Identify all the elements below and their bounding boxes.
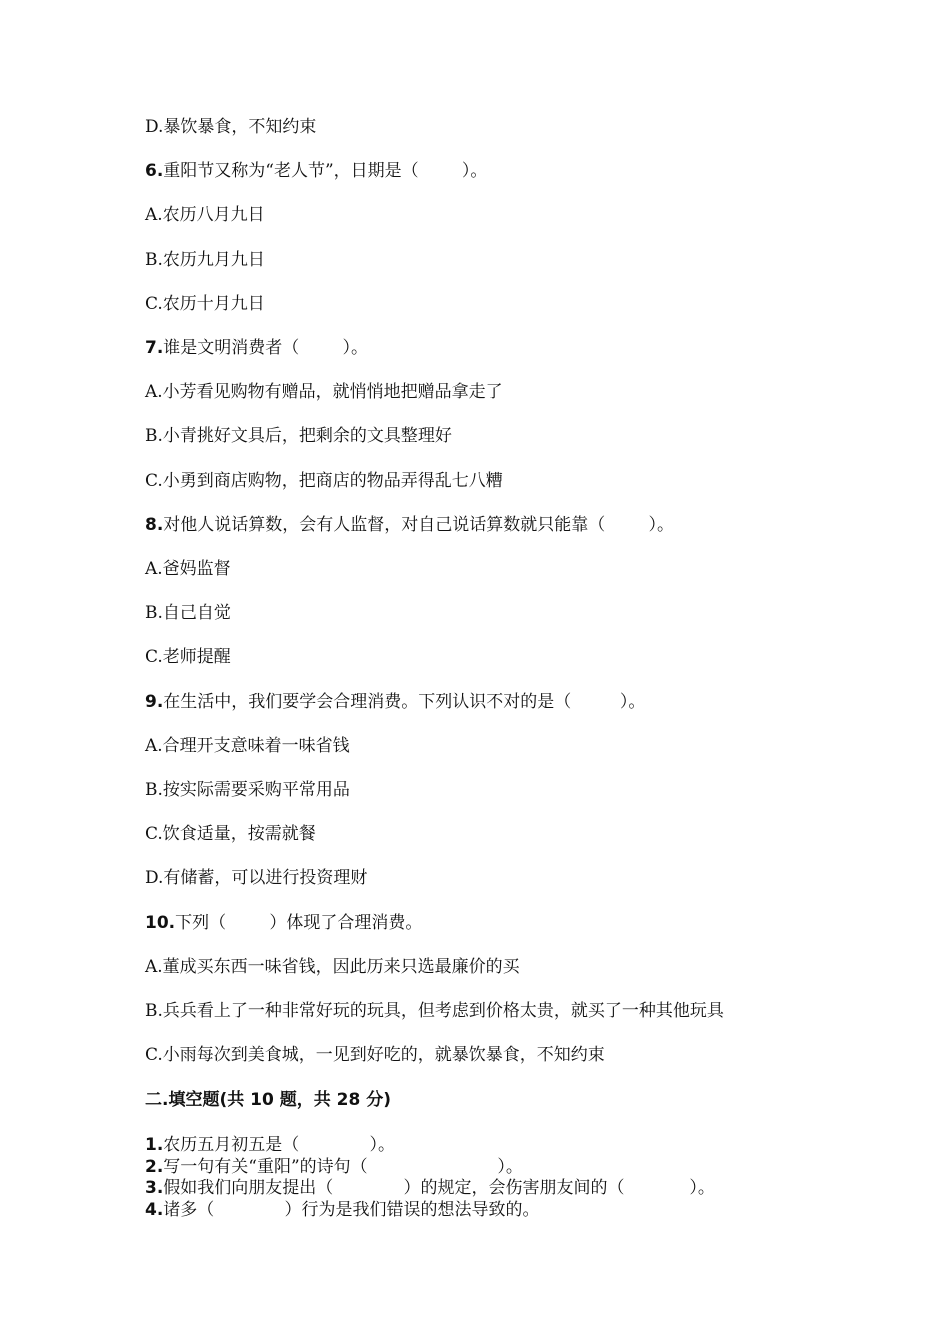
question-9-option-a: A.合理开支意味着一味省钱 xyxy=(145,736,350,756)
question-number: 7. xyxy=(145,338,164,358)
question-number: 6. xyxy=(145,161,164,181)
question-10-option-a: A.董成买东西一味省钱，因此历来只选最廉价的买 xyxy=(145,957,520,977)
question-7-option-c: C.小勇到商店购物，把商店的物品弄得乱七八糟 xyxy=(145,471,503,491)
question-7-option-a: A.小芳看见购物有赠品，就悄悄地把赠品拿走了 xyxy=(145,382,503,402)
question-number: 9. xyxy=(145,692,164,712)
question-8-option-c: C.老师提醒 xyxy=(145,647,231,667)
question-10-option-c: C.小雨每次到美食城，一见到好吃的，就暴饮暴食，不知约束 xyxy=(145,1045,605,1065)
question-6-option-b: B.农历九月九日 xyxy=(145,250,265,270)
question-text: 重阳节又称为“老人节”，日期是（ ）。 xyxy=(163,161,488,181)
question-6-option-c: C.农历十月九日 xyxy=(145,294,265,314)
question-10 xyxy=(145,912,422,934)
question-number: 1. xyxy=(145,1135,164,1155)
question-number: 4. xyxy=(145,1200,164,1220)
question-7 xyxy=(145,337,368,359)
question-10-option-b: B.兵兵看上了一种非常好玩的玩具，但考虑到价格太贵，就买了一种其他玩具 xyxy=(145,1001,724,1021)
question-9-option-c: C.饮食适量，按需就餐 xyxy=(145,824,316,844)
question-8-option-a: A.爸妈监督 xyxy=(145,559,231,579)
question-text: 下列（ ）体现了合理消费。 xyxy=(175,913,423,933)
question-number: 2. xyxy=(145,1157,164,1177)
question-text: 诸多（ ）行为是我们错误的想法导致的。 xyxy=(163,1200,540,1220)
fill-question-1 xyxy=(145,1134,395,1156)
question-text: 假如我们向朋友提出（ ）的规定，会伤害朋友间的（ ）。 xyxy=(163,1178,715,1198)
fill-question-4 xyxy=(145,1199,540,1221)
question-5-option-d: D.暴饮暴食，不知约束 xyxy=(145,117,317,137)
question-9-option-b: B.按实际需要采购平常用品 xyxy=(145,780,350,800)
question-text: 农历五月初五是（ ）。 xyxy=(163,1135,396,1155)
fill-question-2 xyxy=(145,1156,523,1178)
question-6 xyxy=(145,160,487,182)
question-8 xyxy=(145,514,674,536)
question-number: 3. xyxy=(145,1178,164,1198)
section-heading-fill-in: 二.填空题(共 10 题，共 28 分) xyxy=(145,1090,391,1110)
question-6-option-a: A.农历八月九日 xyxy=(145,205,265,225)
question-text: 写一句有关“重阳”的诗句（ ）。 xyxy=(163,1157,523,1177)
question-8-option-b: B.自己自觉 xyxy=(145,603,231,623)
question-7-option-b: B.小青挑好文具后，把剩余的文具整理好 xyxy=(145,426,452,446)
question-text: 谁是文明消费者（ ）。 xyxy=(163,338,369,358)
question-9 xyxy=(145,691,645,713)
fill-question-3 xyxy=(145,1177,715,1199)
question-number: 8. xyxy=(145,515,164,535)
question-text: 对他人说话算数，会有人监督，对自己说话算数就只能靠（ ）。 xyxy=(163,515,675,535)
question-number: 10. xyxy=(145,913,176,933)
question-9-option-d: D.有储蓄，可以进行投资理财 xyxy=(145,868,368,888)
question-text: 在生活中，我们要学会合理消费。下列认识不对的是（ ）。 xyxy=(163,692,646,712)
